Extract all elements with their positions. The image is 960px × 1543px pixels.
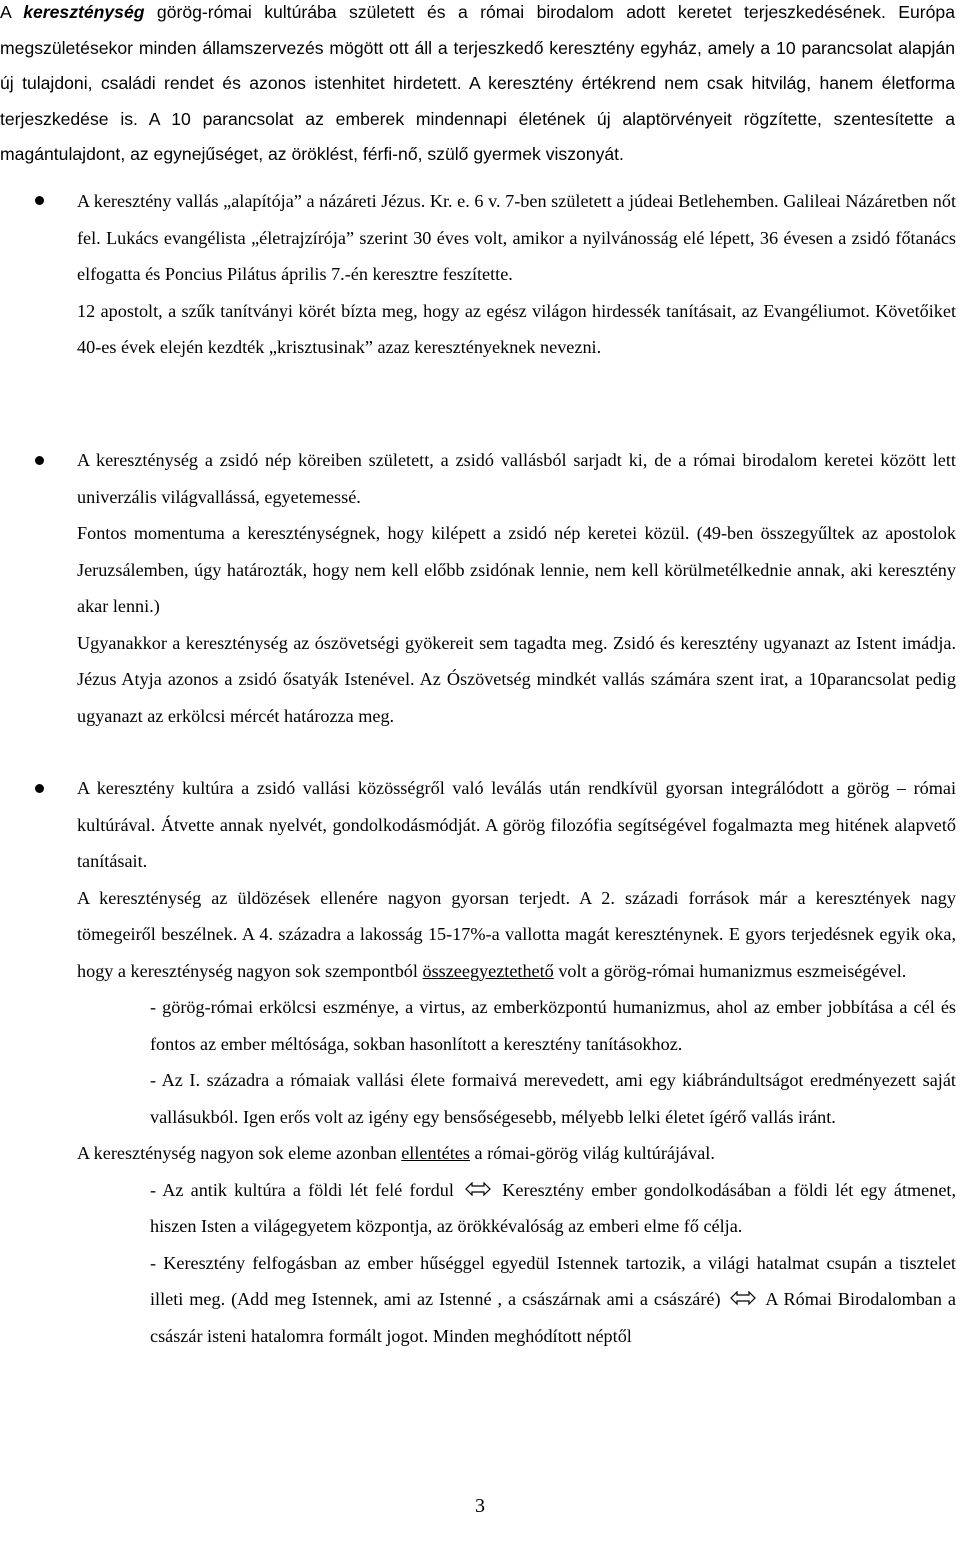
section-3-paragraph-3 xyxy=(77,1135,956,1172)
d4-text-b: A Római Birodalomban a császár isteni hatalomra formált jogot. Minden meghódított néptől xyxy=(150,1289,956,1346)
p3-underlined: ellentétes xyxy=(401,1143,470,1163)
section-1-paragraph-2: 12 apostolt, a szűk tanítványi körét bízta meg, hogy az egész világon hirdessék tanításait, az Evangéliumot. Követőiket 40-es évek elején kezdték „krisztusinak” azaz keresztényeknek nevezni. xyxy=(77,300,956,357)
dash-item-2: - Az I. századra a rómaiak vallási élete formaivá merevedett, ami egy kiábrándultságot eredményezett saját vallásukból. Igen erős volt az igény egy bensőségesebb, mélyebb lelki életet ígérő vallás iránt. xyxy=(150,1070,956,1127)
bullet-1 xyxy=(35,196,44,205)
double-arrow-icon xyxy=(730,1281,756,1318)
d3-text-b: Keresztény ember gondolkodásában a földi lét egy átmenet, hiszen Isten a világegyetem központja, az örökkévalóság az emberi elme fő célja. xyxy=(150,1179,957,1236)
dash-item-4 xyxy=(150,1245,956,1355)
p3-text-a: A kereszténység nagyon sok eleme azonban xyxy=(77,1143,402,1163)
bullet-3 xyxy=(35,784,44,793)
d3-text-a: - Az antik kultúra a földi lét felé fordul xyxy=(150,1179,454,1200)
p2-text-a: A kereszténység az üldözések ellenére nagyon gyorsan terjedt. A 2. századi források már a keresztények nagy tömegeiről beszélnek. A 4. századra a lakosság 15-17%-a vallotta magát kereszténynek. E gyors terjedésnek egyik oka, hogy a kereszténység nagyon sok szempontból xyxy=(77,887,956,981)
bullet-2 xyxy=(35,456,44,465)
intro-paragraph xyxy=(0,0,955,173)
section-2 xyxy=(77,442,956,734)
section-2-paragraph-2: Fontos momentuma a kereszténységnek, hogy kilépett a zsidó nép keretei közül. (49-ben összegyűltek az apostolok Jeruzsálemben, úgy határozták, hogy nem kell előbb zsidónak lennie, nem kell körülmetélkednie annak, aki keresztény akar lenni.) xyxy=(77,523,956,616)
section-3-paragraph-1: A keresztény kultúra a zsidó vallási közösségről való leválás után rendkívül gyorsan integrálódott a görög – római kultúrával. Átvette annak nyelvét, gondolkodásmódját. A görög filozófia segítségével fogalmazta meg hitének alapvető tanításait. xyxy=(77,778,956,871)
section-3 xyxy=(77,770,956,1354)
dash-item-1: - görög-római erkölcsi eszménye, a virtus, az emberközpontú humanizmus, ahol az ember jobbítása a cél és fontos az ember méltósága, sokban hasonlított a keresztény tanításokhoz. xyxy=(150,997,956,1054)
dash-item-3 xyxy=(150,1172,956,1245)
intro-text-a: A xyxy=(0,2,24,22)
section-2-paragraph-1: A kereszténység a zsidó nép köreiben született, a zsidó vallásból sarjadt ki, de a római birodalom keretei között lett univerzális világvallássá, egyetemessé. xyxy=(77,450,956,507)
section-1 xyxy=(77,183,956,366)
section-2-paragraph-3: Ugyanakkor a kereszténység az ószövetségi gyökereit sem tagadta meg. Zsidó és keresztény ugyanazt az Istent imádja. Jézus Atyja azonos a zsidó ősatyák Istenével. Az Ószövetség mindkét vallás számára szent irat, a 10parancsolat pedig ugyanazt az erkölcsi mércét határozza meg. xyxy=(77,632,956,726)
section-3-paragraph-2 xyxy=(77,880,956,990)
p2-underlined: összeegyeztethető xyxy=(422,960,554,981)
p3-text-b: a római-görög világ kultúrájával. xyxy=(469,1143,715,1163)
d4-text-a: - Keresztény felfogásban az ember hűséggel egyedül Istennek tartozik, a világi hatalmat csupán a tisztelet illeti meg. (Add meg Istennek, ami az Istenné , a császárnak ami a császáré) xyxy=(150,1252,956,1309)
p2-text-b: volt a görög-római humanizmus eszmeiségével. xyxy=(553,960,907,981)
page-number: 3 xyxy=(475,1495,485,1517)
intro-emphasis: kereszténység xyxy=(23,2,145,22)
section-1-paragraph-1: A keresztény vallás „alapítója” a názáreti Jézus. Kr. e. 6 v. 7-ben született a júdeai Betlehemben. Galileai Názáretben nőt fel. Lukács evangélista „életrajzírója” szerint 30 éves volt, amikor a nyilvánosság elé lépett, 36 évesen a zsidó főtanács elfogatta és Poncius Pilátus április 7.-én keresztre feszítette. xyxy=(77,191,956,284)
intro-text-c: görög-római kultúrába született és a római birodalom adott keretet terjeszkedésének. Európa megszületésekor minden államszervezés mögött ott áll a terjeszkedő keresztény egyház, amely a 10 parancsolat alapján új tulajdoni, családi rendet és azonos istenhitet hirdetett. A keresztény értékrend nem csak hitvilág, hanem életforma terjeszkedése is. A 10 parancsolat az emberek mindennapi életének új alaptörvényeit rögzítette, szentesítette a magántulajdont, az egynejűséget, az öröklést, férfi-nő, szülő gyermek viszonyát. xyxy=(0,2,956,164)
double-arrow-icon xyxy=(465,1172,491,1209)
